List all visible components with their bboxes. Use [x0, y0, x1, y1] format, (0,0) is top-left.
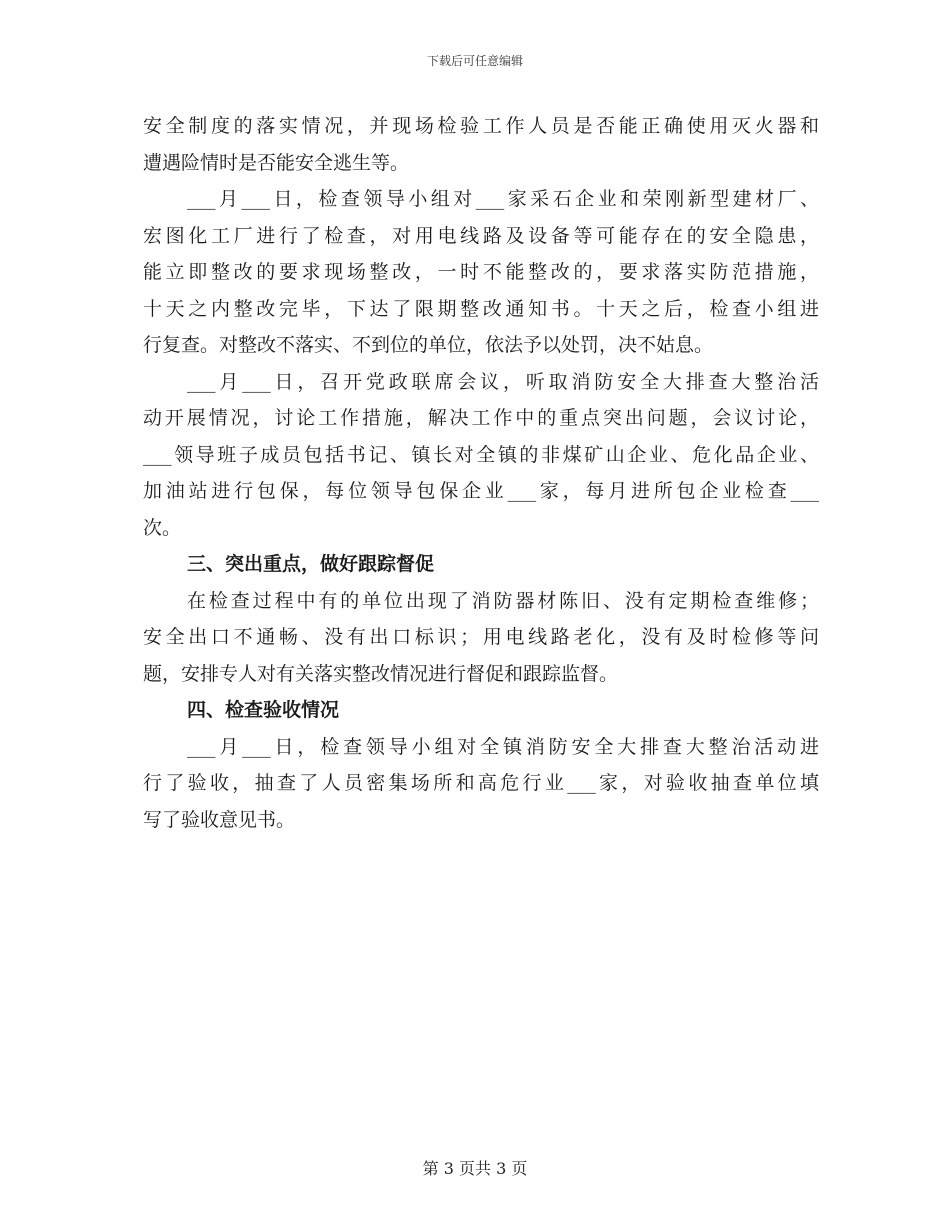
body-line: 宏图化工厂进行了检查，对用电线路及设备等可能存在的安全隐患，: [143, 224, 819, 247]
body-line: 在检查过程中有的单位出现了消防器材陈旧、没有定期检查维修；: [187, 589, 819, 612]
body-line: 遭遇险情时是否能安全逃生等。: [143, 151, 410, 174]
body-line: 加油站进行包保，每位领导包保企业___家，每月进所包企业检查___: [143, 480, 819, 502]
body-line: 写了验收意见书。: [143, 808, 296, 831]
body-line: 题，安排专人对有关落实整改情况进行督促和跟踪监督。: [143, 662, 619, 685]
page-header: 下载后可任意编辑: [426, 54, 523, 68]
section-heading: 三、突出重点，做好跟踪督促: [187, 553, 435, 575]
body-line: 动开展情况，讨论工作措施，解决工作中的重点突出问题，会议讨论，: [143, 407, 819, 429]
body-line: ___月___日，检查领导小组对全镇消防安全大排查大整治活动进: [187, 735, 819, 758]
body-line: 行了验收，抽查了人员密集场所和高危行业___家，对验收抽查单位填: [143, 772, 819, 794]
body-line: 行复查。对整改不落实、不到位的单位，依法予以处罚，决不姑息。: [143, 334, 714, 356]
document-body: [143, 108, 819, 838]
body-line: 十天之内整改完毕，下达了限期整改通知书。十天之后，检查小组进: [143, 297, 819, 320]
body-line: 安全出口不通畅、没有出口标识；用电线路老化，没有及时检修等问: [143, 626, 819, 648]
section-heading: 四、检查验收情况: [187, 699, 340, 721]
body-line: ___月___日，召开党政联席会议，听取消防安全大排查大整治活: [187, 370, 819, 393]
body-line: 安全制度的落实情况，并现场检验工作人员是否能正确使用灭火器和: [143, 115, 819, 137]
body-line: 次。: [143, 516, 182, 539]
body-line: ___月___日，检查领导小组对___家采石企业和荣刚新型建材厂、: [187, 188, 819, 210]
body-line: 能立即整改的要求现场整改，一时不能整改的，要求落实防范措施，: [143, 261, 819, 283]
page-number: 第 3 页共 3 页: [422, 1159, 528, 1178]
body-line: ___领导班子成员包括书记、镇长对全镇的非煤矿山企业、危化品企业、: [143, 443, 819, 466]
